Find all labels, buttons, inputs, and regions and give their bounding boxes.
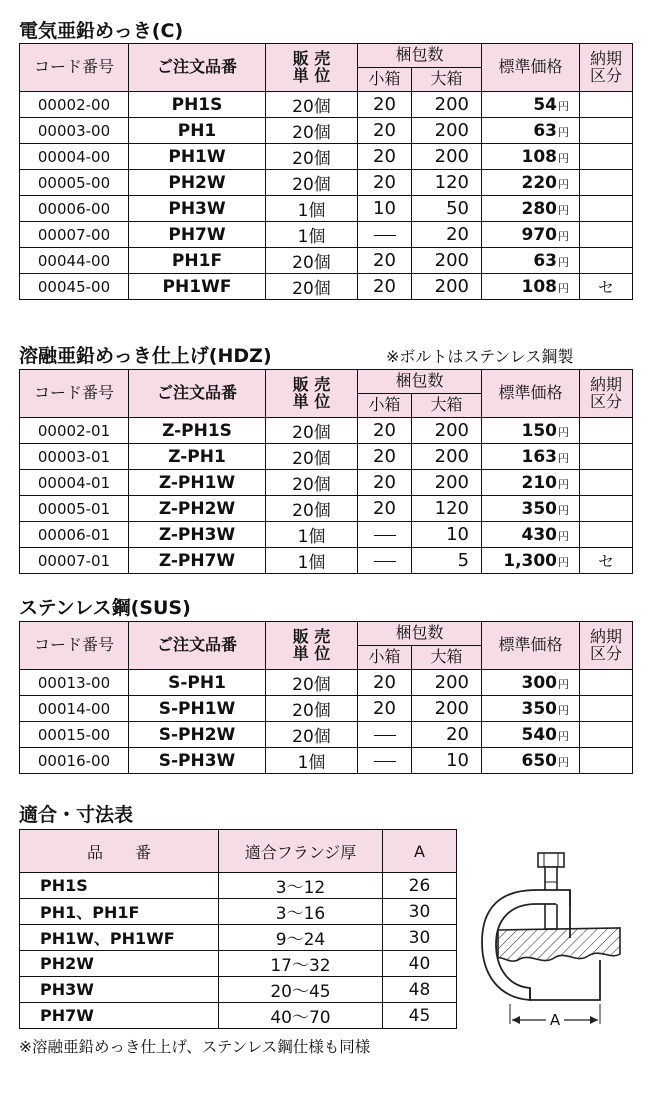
cell-flange-range: 40～70 xyxy=(219,1003,383,1029)
cell-small-box: 20 xyxy=(358,670,412,696)
header-sales-unit xyxy=(266,370,358,418)
cell-code: 00014-00 xyxy=(20,696,129,722)
price-value: 210 xyxy=(521,472,558,493)
table-body xyxy=(20,670,633,774)
yen-suffix: 円 xyxy=(558,529,570,543)
cell-delivery xyxy=(580,722,633,748)
cell-code: 00004-00 xyxy=(20,144,129,170)
price-value: 108 xyxy=(521,276,558,297)
cell-dimension-a: 45 xyxy=(383,1003,457,1029)
header-delivery xyxy=(580,370,633,418)
cell-part-name: PH7W xyxy=(20,1003,219,1029)
cell-sales-unit: 20個 xyxy=(266,418,358,444)
price-value: 280 xyxy=(521,198,558,219)
table-header xyxy=(20,44,633,92)
header-small-box: 小箱 xyxy=(358,68,412,92)
cell-price xyxy=(482,144,580,170)
cell-price xyxy=(482,522,580,548)
price-value: 350 xyxy=(521,698,558,719)
cell-sales-unit: 20個 xyxy=(266,144,358,170)
price-value: 970 xyxy=(521,224,558,245)
table-row xyxy=(20,670,633,696)
price-value: 63 xyxy=(533,120,558,141)
yen-suffix: 円 xyxy=(558,503,570,517)
price-value: 540 xyxy=(521,724,558,745)
cell-sales-unit: 20個 xyxy=(266,274,358,300)
cell-part-name: PH1、PH1F xyxy=(20,899,219,925)
table-row xyxy=(20,722,633,748)
header-delivery xyxy=(580,44,633,92)
cell-sales-unit: 1個 xyxy=(266,522,358,548)
header-row xyxy=(20,370,633,394)
cell-code: 00007-00 xyxy=(20,222,129,248)
header-flange-thickness: 適合フランジ厚 xyxy=(219,830,383,873)
cell-part-number: Z-PH1 xyxy=(129,444,266,470)
cell-delivery xyxy=(580,748,633,774)
header-delivery-line1: 納期 xyxy=(590,48,623,68)
cell-sales-unit: 1個 xyxy=(266,548,358,574)
cell-part-number: S-PH1W xyxy=(129,696,266,722)
header-price: 標準価格 xyxy=(482,370,580,418)
cell-dimension-a: 30 xyxy=(383,899,457,925)
cell-code: 00013-00 xyxy=(20,670,129,696)
header-packing: 梱包数 xyxy=(358,622,482,646)
cell-code: 00005-00 xyxy=(20,170,129,196)
cell-delivery xyxy=(580,170,633,196)
header-row xyxy=(20,44,633,68)
cell-part-number: S-PH3W xyxy=(129,748,266,774)
cell-delivery: セ xyxy=(580,548,633,574)
footnote: ※溶融亜鉛めっき仕上げ、ステンレス鋼仕様も同様 xyxy=(19,1038,371,1056)
header-part-number: ご注文品番 xyxy=(129,622,266,670)
fit-table-body xyxy=(20,873,457,1029)
header-sales-unit-line1: 販 売 xyxy=(292,374,331,394)
cell-part-number: Z-PH3W xyxy=(129,522,266,548)
table-row xyxy=(20,118,633,144)
header-sales-unit-line2: 単 位 xyxy=(292,643,331,663)
cell-large-box: 200 xyxy=(412,144,482,170)
header-code: コード番号 xyxy=(20,622,129,670)
cell-price xyxy=(482,222,580,248)
cell-price xyxy=(482,444,580,470)
header-delivery xyxy=(580,622,633,670)
cell-sales-unit: 1個 xyxy=(266,748,358,774)
cell-code: 00045-00 xyxy=(20,274,129,300)
table-row xyxy=(20,170,633,196)
cell-dimension-a: 30 xyxy=(383,925,457,951)
cell-flange-range: 20～45 xyxy=(219,977,383,1003)
header-small-box: 小箱 xyxy=(358,646,412,670)
cell-large-box: 200 xyxy=(412,118,482,144)
cell-price xyxy=(482,248,580,274)
yen-suffix: 円 xyxy=(558,151,570,165)
table-row xyxy=(20,748,633,774)
cell-delivery xyxy=(580,418,633,444)
cell-sales-unit: 20個 xyxy=(266,722,358,748)
cell-large-box: 120 xyxy=(412,496,482,522)
table-row xyxy=(20,248,633,274)
header-part-number: ご注文品番 xyxy=(129,44,266,92)
cell-delivery xyxy=(580,222,633,248)
cell-large-box: 20 xyxy=(412,722,482,748)
cell-price xyxy=(482,670,580,696)
cell-code: 00015-00 xyxy=(20,722,129,748)
fit-table-row xyxy=(20,899,457,925)
price-value: 54 xyxy=(533,94,558,115)
cell-delivery xyxy=(580,444,633,470)
cell-large-box: 200 xyxy=(412,248,482,274)
cell-price xyxy=(482,722,580,748)
cell-code: 00044-00 xyxy=(20,248,129,274)
cell-small-box: 20 xyxy=(358,118,412,144)
cell-part-number: Z-PH1S xyxy=(129,418,266,444)
dash-mark xyxy=(374,735,396,736)
fit-table-row xyxy=(20,951,457,977)
yen-suffix: 円 xyxy=(558,99,570,113)
table-row xyxy=(20,418,633,444)
cell-part-number: Z-PH7W xyxy=(129,548,266,574)
price-value: 430 xyxy=(521,524,558,545)
cell-small-box xyxy=(358,748,412,774)
table-row xyxy=(20,496,633,522)
yen-suffix: 円 xyxy=(558,755,570,769)
fit-table-row xyxy=(20,977,457,1003)
cell-small-box: 20 xyxy=(358,696,412,722)
price-value: 300 xyxy=(521,672,558,693)
yen-suffix: 円 xyxy=(558,229,570,243)
cell-small-box: 20 xyxy=(358,418,412,444)
header-large-box: 大箱 xyxy=(412,68,482,92)
cell-part-number: PH1F xyxy=(129,248,266,274)
price-value: 63 xyxy=(533,250,558,271)
fit-table-row xyxy=(20,1003,457,1029)
fit-dimension-table xyxy=(19,829,457,1029)
cell-large-box: 10 xyxy=(412,522,482,548)
table-row xyxy=(20,196,633,222)
header-sales-unit-line2: 単 位 xyxy=(292,65,331,85)
cell-delivery xyxy=(580,496,633,522)
price-value: 1,300 xyxy=(503,550,558,571)
price-value: 163 xyxy=(521,446,558,467)
cell-dimension-a: 48 xyxy=(383,977,457,1003)
table-row xyxy=(20,470,633,496)
cell-flange-range: 3～12 xyxy=(219,873,383,899)
header-packing: 梱包数 xyxy=(358,370,482,394)
cell-price xyxy=(482,748,580,774)
yen-suffix: 円 xyxy=(558,203,570,217)
cell-part-number: PH3W xyxy=(129,196,266,222)
pipe-hanger-clamp-icon xyxy=(470,848,630,1033)
cell-small-box: 20 xyxy=(358,92,412,118)
cell-sales-unit: 1個 xyxy=(266,222,358,248)
dash-mark xyxy=(374,761,396,762)
dimension-a-label: A xyxy=(549,1011,561,1029)
cell-part-name: PH2W xyxy=(20,951,219,977)
cell-delivery xyxy=(580,670,633,696)
yen-suffix: 円 xyxy=(558,729,570,743)
cell-small-box: 20 xyxy=(358,248,412,274)
cell-sales-unit: 20個 xyxy=(266,248,358,274)
cell-code: 00006-01 xyxy=(20,522,129,548)
cell-sales-unit: 20個 xyxy=(266,444,358,470)
table-body xyxy=(20,418,633,574)
price-value: 220 xyxy=(521,172,558,193)
cell-large-box: 200 xyxy=(412,274,482,300)
cell-part-number: S-PH1 xyxy=(129,670,266,696)
header-large-box: 大箱 xyxy=(412,394,482,418)
header-delivery-line1: 納期 xyxy=(590,374,623,394)
cell-sales-unit: 20個 xyxy=(266,92,358,118)
cell-part-number: PH1S xyxy=(129,92,266,118)
cell-delivery xyxy=(580,696,633,722)
cell-code: 00002-01 xyxy=(20,418,129,444)
yen-suffix: 円 xyxy=(558,177,570,191)
cell-price xyxy=(482,92,580,118)
cell-code: 00003-00 xyxy=(20,118,129,144)
cell-sales-unit: 20個 xyxy=(266,470,358,496)
cell-part-number: PH7W xyxy=(129,222,266,248)
header-small-box: 小箱 xyxy=(358,394,412,418)
cell-price xyxy=(482,418,580,444)
table-header xyxy=(20,370,633,418)
cell-price xyxy=(482,696,580,722)
cell-delivery: セ xyxy=(580,274,633,300)
cell-part-name: PH1S xyxy=(20,873,219,899)
section-title: ステンレス鋼(SUS) xyxy=(19,597,191,619)
header-price: 標準価格 xyxy=(482,622,580,670)
cell-large-box: 200 xyxy=(412,92,482,118)
cell-dimension-a: 40 xyxy=(383,951,457,977)
cell-flange-range: 17～32 xyxy=(219,951,383,977)
dash-mark xyxy=(374,235,396,236)
cell-price xyxy=(482,118,580,144)
cell-small-box: 20 xyxy=(358,470,412,496)
cell-code: 00016-00 xyxy=(20,748,129,774)
cell-small-box: 20 xyxy=(358,496,412,522)
cell-code: 00004-01 xyxy=(20,470,129,496)
yen-suffix: 円 xyxy=(558,425,570,439)
cell-price xyxy=(482,496,580,522)
cell-part-name: PH1W、PH1WF xyxy=(20,925,219,951)
fit-table-row xyxy=(20,873,457,899)
cell-large-box: 10 xyxy=(412,748,482,774)
cell-small-box xyxy=(358,222,412,248)
yen-suffix: 円 xyxy=(558,255,570,269)
cell-dimension-a: 26 xyxy=(383,873,457,899)
cell-small-box: 20 xyxy=(358,170,412,196)
cell-small-box xyxy=(358,548,412,574)
cell-price xyxy=(482,170,580,196)
cell-flange-range: 9～24 xyxy=(219,925,383,951)
header-price: 標準価格 xyxy=(482,44,580,92)
cell-large-box: 200 xyxy=(412,670,482,696)
table-row xyxy=(20,274,633,300)
cell-part-number: Z-PH2W xyxy=(129,496,266,522)
cell-small-box: 20 xyxy=(358,274,412,300)
cell-part-number: S-PH2W xyxy=(129,722,266,748)
cell-flange-range: 3～16 xyxy=(219,899,383,925)
price-value: 650 xyxy=(521,750,558,771)
table-row xyxy=(20,522,633,548)
header-code: コード番号 xyxy=(20,370,129,418)
cell-small-box: 10 xyxy=(358,196,412,222)
header-sales-unit xyxy=(266,44,358,92)
header-packing: 梱包数 xyxy=(358,44,482,68)
cell-delivery xyxy=(580,92,633,118)
cell-large-box: 200 xyxy=(412,444,482,470)
cell-large-box: 20 xyxy=(412,222,482,248)
header-delivery-line2: 区分 xyxy=(590,391,623,411)
yen-suffix: 円 xyxy=(558,451,570,465)
price-value: 108 xyxy=(521,146,558,167)
cell-code: 00007-01 xyxy=(20,548,129,574)
dash-mark xyxy=(374,561,396,562)
cell-price xyxy=(482,196,580,222)
header-sales-unit-line1: 販 売 xyxy=(292,626,331,646)
cell-part-number: PH1W xyxy=(129,144,266,170)
cell-price xyxy=(482,470,580,496)
cell-large-box: 200 xyxy=(412,470,482,496)
cell-part-number: Z-PH1W xyxy=(129,470,266,496)
cell-small-box xyxy=(358,522,412,548)
cell-part-number: PH1 xyxy=(129,118,266,144)
table-header xyxy=(20,622,633,670)
cell-code: 00006-00 xyxy=(20,196,129,222)
cell-code: 00003-01 xyxy=(20,444,129,470)
header-dimension-a: A xyxy=(383,830,457,873)
fit-table-header xyxy=(20,830,457,873)
yen-suffix: 円 xyxy=(558,555,570,569)
cell-large-box: 5 xyxy=(412,548,482,574)
table-row xyxy=(20,92,633,118)
dash-mark xyxy=(374,535,396,536)
cell-small-box: 20 xyxy=(358,144,412,170)
cell-part-number: PH2W xyxy=(129,170,266,196)
header-sales-unit-line1: 販 売 xyxy=(292,48,331,68)
price-table-stainless xyxy=(19,621,633,774)
header-part-number: ご注文品番 xyxy=(129,370,266,418)
fit-table-title: 適合・寸法表 xyxy=(19,804,134,826)
cell-part-name: PH3W xyxy=(20,977,219,1003)
table-row xyxy=(20,144,633,170)
cell-delivery xyxy=(580,470,633,496)
table-row xyxy=(20,696,633,722)
cell-sales-unit: 20個 xyxy=(266,118,358,144)
table-body xyxy=(20,92,633,300)
table-row xyxy=(20,548,633,574)
header-row xyxy=(20,622,633,646)
header-sales-unit-line2: 単 位 xyxy=(292,391,331,411)
cell-delivery xyxy=(580,248,633,274)
yen-suffix: 円 xyxy=(558,703,570,717)
cell-sales-unit: 20個 xyxy=(266,170,358,196)
cell-sales-unit: 1個 xyxy=(266,196,358,222)
cell-delivery xyxy=(580,118,633,144)
cell-code: 00002-00 xyxy=(20,92,129,118)
cell-delivery xyxy=(580,196,633,222)
cell-large-box: 200 xyxy=(412,418,482,444)
price-table-electro-zinc xyxy=(19,43,633,300)
header-sales-unit xyxy=(266,622,358,670)
cell-part-number: PH1WF xyxy=(129,274,266,300)
table-row xyxy=(20,444,633,470)
yen-suffix: 円 xyxy=(558,125,570,139)
fit-table-row xyxy=(20,925,457,951)
cell-code: 00005-01 xyxy=(20,496,129,522)
cell-sales-unit: 20個 xyxy=(266,496,358,522)
cell-price xyxy=(482,548,580,574)
section-note: ※ボルトはステンレス鋼製 xyxy=(386,347,574,366)
section-title: 溶融亜鉛めっき仕上げ(HDZ) xyxy=(19,345,272,367)
price-value: 350 xyxy=(521,498,558,519)
yen-suffix: 円 xyxy=(558,677,570,691)
cell-sales-unit: 20個 xyxy=(266,670,358,696)
cell-delivery xyxy=(580,522,633,548)
header-delivery-line2: 区分 xyxy=(590,65,623,85)
yen-suffix: 円 xyxy=(558,281,570,295)
price-value: 150 xyxy=(521,420,558,441)
section-title: 電気亜鉛めっき(C) xyxy=(19,20,184,42)
header-large-box: 大箱 xyxy=(412,646,482,670)
cell-small-box xyxy=(358,722,412,748)
cell-large-box: 50 xyxy=(412,196,482,222)
cell-delivery xyxy=(580,144,633,170)
header-delivery-line1: 納期 xyxy=(590,626,623,646)
header-delivery-line2: 区分 xyxy=(590,643,623,663)
price-table-hot-dip xyxy=(19,369,633,574)
header-code: コード番号 xyxy=(20,44,129,92)
cell-price xyxy=(482,274,580,300)
cell-large-box: 200 xyxy=(412,696,482,722)
yen-suffix: 円 xyxy=(558,477,570,491)
cell-sales-unit: 20個 xyxy=(266,696,358,722)
header-part-name: 品 番 xyxy=(20,830,219,873)
cell-large-box: 120 xyxy=(412,170,482,196)
table-row xyxy=(20,222,633,248)
cell-small-box: 20 xyxy=(358,444,412,470)
